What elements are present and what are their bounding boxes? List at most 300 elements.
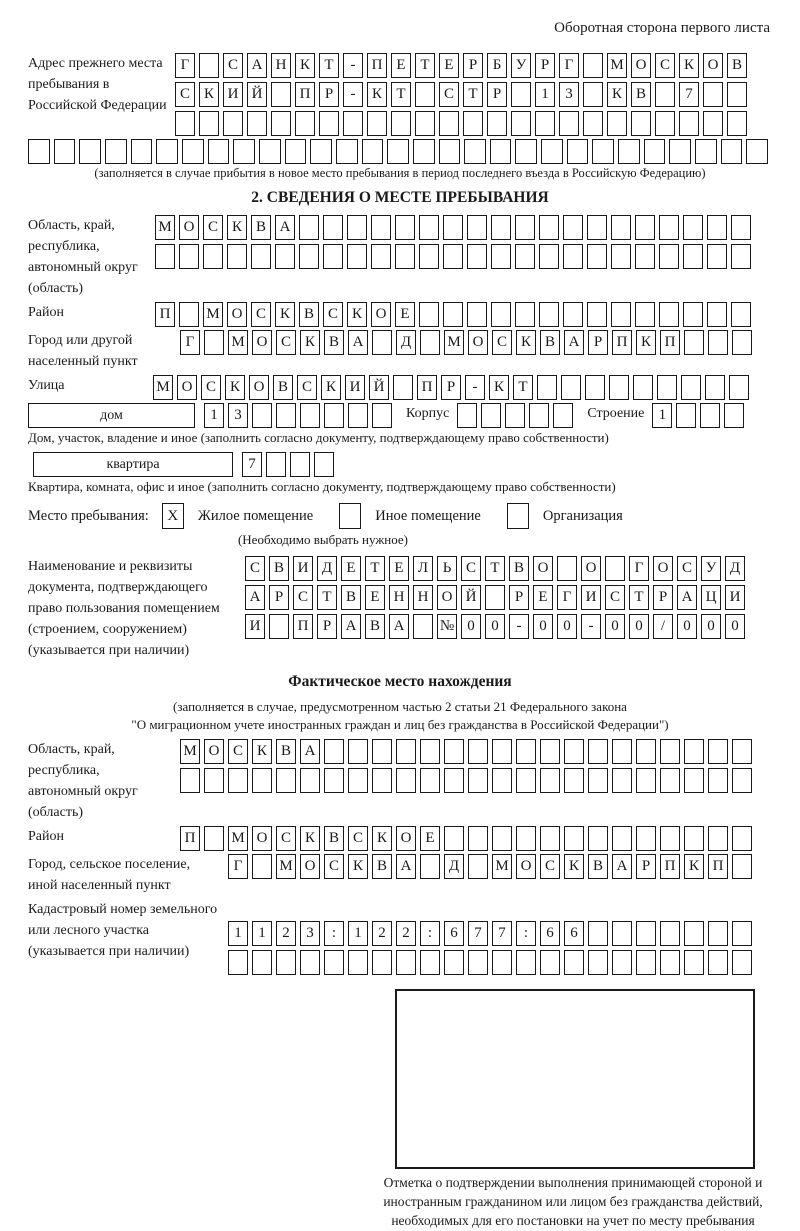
char-cell[interactable] (464, 139, 486, 164)
char-cell[interactable]: В (324, 330, 344, 355)
char-cell[interactable]: П (660, 330, 680, 355)
char-cell[interactable]: - (509, 614, 529, 639)
char-cell[interactable] (724, 403, 744, 428)
char-cell[interactable] (660, 921, 680, 946)
char-cell[interactable] (467, 244, 487, 269)
char-cell[interactable] (396, 768, 416, 793)
char-cell[interactable] (660, 739, 680, 764)
char-cell[interactable]: 2 (276, 921, 296, 946)
char-cell[interactable]: Р (535, 53, 555, 78)
char-cell[interactable]: М (492, 854, 512, 879)
char-cell[interactable]: В (727, 53, 747, 78)
char-cell[interactable]: С (655, 53, 675, 78)
char-cell[interactable]: М (228, 826, 248, 851)
char-cell[interactable] (204, 330, 224, 355)
char-cell[interactable]: А (275, 215, 295, 240)
char-cell[interactable] (393, 375, 413, 400)
char-cell[interactable] (731, 215, 751, 240)
char-cell[interactable] (659, 302, 679, 327)
char-cell[interactable]: А (348, 330, 368, 355)
char-cell[interactable] (721, 139, 743, 164)
char-cell[interactable]: О (516, 854, 536, 879)
char-cell[interactable] (659, 215, 679, 240)
char-cell[interactable] (612, 921, 632, 946)
char-cell[interactable]: - (343, 82, 363, 107)
char-cell[interactable] (684, 826, 704, 851)
char-cell[interactable]: М (180, 739, 200, 764)
char-cell[interactable] (540, 739, 560, 764)
char-cell[interactable] (348, 768, 368, 793)
char-cell[interactable] (732, 826, 752, 851)
char-cell[interactable]: М (155, 215, 175, 240)
char-cell[interactable] (372, 739, 392, 764)
char-cell[interactable] (419, 244, 439, 269)
char-cell[interactable]: 0 (725, 614, 745, 639)
char-cell[interactable] (492, 826, 512, 851)
char-cell[interactable]: 0 (677, 614, 697, 639)
char-cell[interactable] (588, 739, 608, 764)
char-cell[interactable] (612, 950, 632, 975)
char-cell[interactable] (420, 854, 440, 879)
char-cell[interactable]: В (509, 556, 529, 581)
char-cell[interactable] (372, 403, 392, 428)
char-cell[interactable] (372, 330, 392, 355)
char-cell[interactable] (444, 950, 464, 975)
char-cell[interactable] (492, 950, 512, 975)
char-cell[interactable] (583, 82, 603, 107)
char-cell[interactable]: В (631, 82, 651, 107)
char-cell[interactable]: П (295, 82, 315, 107)
char-cell[interactable] (731, 244, 751, 269)
char-cell[interactable] (553, 403, 573, 428)
char-cell[interactable] (684, 950, 704, 975)
char-cell[interactable]: 1 (228, 921, 248, 946)
char-cell[interactable] (396, 739, 416, 764)
char-cell[interactable] (515, 302, 535, 327)
char-cell[interactable]: Д (317, 556, 337, 581)
char-cell[interactable]: 1 (652, 403, 672, 428)
char-cell[interactable]: К (300, 330, 320, 355)
char-cell[interactable] (516, 739, 536, 764)
char-cell[interactable]: Г (228, 854, 248, 879)
char-cell[interactable] (732, 330, 752, 355)
char-cell[interactable] (131, 139, 153, 164)
char-cell[interactable] (588, 950, 608, 975)
char-cell[interactable]: 7 (492, 921, 512, 946)
char-cell[interactable] (732, 854, 752, 879)
char-cell[interactable]: № (437, 614, 457, 639)
char-cell[interactable] (420, 950, 440, 975)
char-cell[interactable]: Т (391, 82, 411, 107)
char-cell[interactable]: Т (415, 53, 435, 78)
char-cell[interactable] (203, 244, 223, 269)
char-cell[interactable] (684, 921, 704, 946)
char-cell[interactable] (387, 139, 409, 164)
char-cell[interactable] (252, 403, 272, 428)
char-cell[interactable] (156, 139, 178, 164)
char-cell[interactable]: С (540, 854, 560, 879)
char-cell[interactable] (310, 139, 332, 164)
char-cell[interactable] (683, 215, 703, 240)
char-cell[interactable] (583, 111, 603, 136)
char-cell[interactable] (228, 950, 248, 975)
char-cell[interactable]: М (203, 302, 223, 327)
char-cell[interactable] (247, 111, 267, 136)
char-cell[interactable]: А (247, 53, 267, 78)
char-cell[interactable] (746, 139, 768, 164)
char-cell[interactable]: Е (389, 556, 409, 581)
char-cell[interactable] (395, 215, 415, 240)
char-cell[interactable] (587, 244, 607, 269)
char-cell[interactable] (588, 768, 608, 793)
char-cell[interactable]: Л (413, 556, 433, 581)
char-cell[interactable]: О (179, 215, 199, 240)
char-cell[interactable] (371, 215, 391, 240)
char-cell[interactable] (563, 302, 583, 327)
char-cell[interactable] (444, 739, 464, 764)
char-cell[interactable] (511, 82, 531, 107)
char-cell[interactable] (583, 53, 603, 78)
house-kind-box[interactable]: дом (28, 403, 195, 428)
checkbox-organization[interactable] (507, 503, 529, 529)
char-cell[interactable] (276, 950, 296, 975)
char-cell[interactable]: О (703, 53, 723, 78)
char-cell[interactable] (208, 139, 230, 164)
char-cell[interactable]: О (252, 330, 272, 355)
char-cell[interactable] (660, 950, 680, 975)
char-cell[interactable] (492, 739, 512, 764)
char-cell[interactable] (567, 139, 589, 164)
char-cell[interactable]: К (516, 330, 536, 355)
char-cell[interactable] (731, 302, 751, 327)
char-cell[interactable]: Р (441, 375, 461, 400)
char-cell[interactable] (300, 768, 320, 793)
char-cell[interactable] (708, 826, 728, 851)
char-cell[interactable]: 7 (242, 452, 262, 477)
char-cell[interactable] (420, 739, 440, 764)
apartment-kind-box[interactable]: квартира (33, 452, 233, 477)
char-cell[interactable] (314, 452, 334, 477)
char-cell[interactable]: 3 (300, 921, 320, 946)
char-cell[interactable]: Е (420, 826, 440, 851)
char-cell[interactable] (540, 768, 560, 793)
char-cell[interactable]: Т (463, 82, 483, 107)
char-cell[interactable]: В (540, 330, 560, 355)
char-cell[interactable] (592, 139, 614, 164)
char-cell[interactable]: А (677, 585, 697, 610)
char-cell[interactable] (443, 302, 463, 327)
char-cell[interactable] (276, 768, 296, 793)
char-cell[interactable]: С (223, 53, 243, 78)
char-cell[interactable]: О (396, 826, 416, 851)
char-cell[interactable] (612, 826, 632, 851)
char-cell[interactable] (633, 375, 653, 400)
char-cell[interactable] (611, 215, 631, 240)
char-cell[interactable] (180, 768, 200, 793)
char-cell[interactable] (612, 739, 632, 764)
char-cell[interactable] (468, 854, 488, 879)
char-cell[interactable]: 7 (468, 921, 488, 946)
char-cell[interactable] (28, 139, 50, 164)
char-cell[interactable] (540, 826, 560, 851)
char-cell[interactable]: С (323, 302, 343, 327)
char-cell[interactable] (182, 139, 204, 164)
char-cell[interactable]: Н (413, 585, 433, 610)
char-cell[interactable] (487, 111, 507, 136)
char-cell[interactable] (588, 826, 608, 851)
char-cell[interactable]: У (511, 53, 531, 78)
char-cell[interactable]: С (175, 82, 195, 107)
char-cell[interactable]: К (295, 53, 315, 78)
char-cell[interactable] (491, 302, 511, 327)
char-cell[interactable] (275, 244, 295, 269)
char-cell[interactable]: П (612, 330, 632, 355)
char-cell[interactable] (516, 826, 536, 851)
char-cell[interactable]: 0 (701, 614, 721, 639)
char-cell[interactable] (636, 950, 656, 975)
char-cell[interactable] (659, 244, 679, 269)
char-cell[interactable] (707, 244, 727, 269)
char-cell[interactable] (684, 330, 704, 355)
char-cell[interactable] (395, 244, 415, 269)
char-cell[interactable]: С (293, 585, 313, 610)
char-cell[interactable] (228, 768, 248, 793)
char-cell[interactable] (300, 403, 320, 428)
char-cell[interactable] (607, 111, 627, 136)
char-cell[interactable] (336, 139, 358, 164)
char-cell[interactable]: К (367, 82, 387, 107)
char-cell[interactable]: В (273, 375, 293, 400)
char-cell[interactable] (609, 375, 629, 400)
char-cell[interactable]: С (348, 826, 368, 851)
char-cell[interactable] (227, 244, 247, 269)
char-cell[interactable]: С (276, 826, 296, 851)
char-cell[interactable]: Д (725, 556, 745, 581)
char-cell[interactable] (516, 768, 536, 793)
char-cell[interactable]: И (725, 585, 745, 610)
char-cell[interactable] (491, 215, 511, 240)
char-cell[interactable]: Р (588, 330, 608, 355)
char-cell[interactable]: Р (636, 854, 656, 879)
char-cell[interactable] (515, 139, 537, 164)
char-cell[interactable]: Н (271, 53, 291, 78)
char-cell[interactable]: Й (369, 375, 389, 400)
char-cell[interactable] (705, 375, 725, 400)
checkbox-other-premises[interactable] (339, 503, 361, 529)
char-cell[interactable] (323, 244, 343, 269)
char-cell[interactable] (703, 82, 723, 107)
char-cell[interactable] (259, 139, 281, 164)
char-cell[interactable]: К (679, 53, 699, 78)
char-cell[interactable]: П (180, 826, 200, 851)
char-cell[interactable]: Т (317, 585, 337, 610)
char-cell[interactable] (635, 302, 655, 327)
char-cell[interactable] (729, 375, 749, 400)
char-cell[interactable]: Г (559, 53, 579, 78)
char-cell[interactable] (537, 375, 557, 400)
char-cell[interactable]: 1 (535, 82, 555, 107)
char-cell[interactable]: 1 (348, 921, 368, 946)
char-cell[interactable] (563, 244, 583, 269)
char-cell[interactable]: 0 (557, 614, 577, 639)
char-cell[interactable] (105, 139, 127, 164)
char-cell[interactable]: 0 (485, 614, 505, 639)
char-cell[interactable] (420, 768, 440, 793)
char-cell[interactable] (516, 950, 536, 975)
char-cell[interactable]: В (251, 215, 271, 240)
char-cell[interactable] (561, 375, 581, 400)
char-cell[interactable] (683, 302, 703, 327)
char-cell[interactable]: С (276, 330, 296, 355)
char-cell[interactable]: : (420, 921, 440, 946)
char-cell[interactable] (175, 111, 195, 136)
char-cell[interactable] (223, 111, 243, 136)
char-cell[interactable] (515, 215, 535, 240)
char-cell[interactable]: Г (629, 556, 649, 581)
char-cell[interactable] (708, 950, 728, 975)
char-cell[interactable]: : (516, 921, 536, 946)
char-cell[interactable] (636, 768, 656, 793)
char-cell[interactable]: О (371, 302, 391, 327)
char-cell[interactable] (468, 739, 488, 764)
char-cell[interactable] (490, 139, 512, 164)
char-cell[interactable]: О (468, 330, 488, 355)
char-cell[interactable]: П (708, 854, 728, 879)
char-cell[interactable] (199, 53, 219, 78)
char-cell[interactable]: С (605, 585, 625, 610)
char-cell[interactable] (660, 768, 680, 793)
char-cell[interactable] (636, 921, 656, 946)
char-cell[interactable] (732, 768, 752, 793)
char-cell[interactable]: Т (629, 585, 649, 610)
char-cell[interactable] (708, 768, 728, 793)
char-cell[interactable] (563, 215, 583, 240)
char-cell[interactable] (251, 244, 271, 269)
char-cell[interactable]: - (343, 53, 363, 78)
char-cell[interactable]: Е (391, 53, 411, 78)
char-cell[interactable] (199, 111, 219, 136)
char-cell[interactable] (155, 244, 175, 269)
char-cell[interactable] (299, 215, 319, 240)
char-cell[interactable] (348, 403, 368, 428)
char-cell[interactable] (612, 768, 632, 793)
char-cell[interactable] (347, 244, 367, 269)
char-cell[interactable]: Т (485, 556, 505, 581)
char-cell[interactable] (585, 375, 605, 400)
char-cell[interactable]: П (155, 302, 175, 327)
char-cell[interactable]: В (588, 854, 608, 879)
char-cell[interactable]: К (564, 854, 584, 879)
char-cell[interactable] (204, 768, 224, 793)
char-cell[interactable] (413, 139, 435, 164)
char-cell[interactable] (324, 768, 344, 793)
char-cell[interactable] (564, 950, 584, 975)
char-cell[interactable]: О (249, 375, 269, 400)
char-cell[interactable]: В (341, 585, 361, 610)
char-cell[interactable]: М (276, 854, 296, 879)
char-cell[interactable]: П (367, 53, 387, 78)
char-cell[interactable] (348, 739, 368, 764)
char-cell[interactable]: 0 (629, 614, 649, 639)
char-cell[interactable] (605, 556, 625, 581)
char-cell[interactable]: К (227, 215, 247, 240)
char-cell[interactable] (362, 139, 384, 164)
char-cell[interactable] (443, 244, 463, 269)
char-cell[interactable] (611, 244, 631, 269)
char-cell[interactable]: К (321, 375, 341, 400)
char-cell[interactable]: П (293, 614, 313, 639)
char-cell[interactable] (443, 215, 463, 240)
char-cell[interactable]: Т (365, 556, 385, 581)
char-cell[interactable] (587, 215, 607, 240)
char-cell[interactable]: М (153, 375, 173, 400)
char-cell[interactable]: А (564, 330, 584, 355)
char-cell[interactable]: 0 (605, 614, 625, 639)
char-cell[interactable]: О (533, 556, 553, 581)
char-cell[interactable] (233, 139, 255, 164)
char-cell[interactable]: А (612, 854, 632, 879)
char-cell[interactable]: 6 (564, 921, 584, 946)
char-cell[interactable] (557, 556, 577, 581)
char-cell[interactable]: Д (396, 330, 416, 355)
char-cell[interactable]: С (461, 556, 481, 581)
char-cell[interactable]: Е (395, 302, 415, 327)
char-cell[interactable]: Ц (701, 585, 721, 610)
char-cell[interactable]: У (701, 556, 721, 581)
char-cell[interactable]: Г (175, 53, 195, 78)
char-cell[interactable]: В (269, 556, 289, 581)
char-cell[interactable] (372, 950, 392, 975)
char-cell[interactable] (635, 244, 655, 269)
char-cell[interactable] (439, 111, 459, 136)
char-cell[interactable]: / (653, 614, 673, 639)
char-cell[interactable] (695, 139, 717, 164)
char-cell[interactable]: С (439, 82, 459, 107)
char-cell[interactable] (204, 826, 224, 851)
char-cell[interactable]: О (631, 53, 651, 78)
char-cell[interactable] (367, 111, 387, 136)
char-cell[interactable]: И (245, 614, 265, 639)
char-cell[interactable] (636, 739, 656, 764)
char-cell[interactable]: Р (509, 585, 529, 610)
char-cell[interactable] (179, 244, 199, 269)
char-cell[interactable] (468, 950, 488, 975)
char-cell[interactable] (505, 403, 525, 428)
char-cell[interactable] (290, 452, 310, 477)
char-cell[interactable] (644, 139, 666, 164)
char-cell[interactable]: В (365, 614, 385, 639)
char-cell[interactable]: Е (341, 556, 361, 581)
char-cell[interactable] (564, 826, 584, 851)
char-cell[interactable] (727, 111, 747, 136)
char-cell[interactable] (491, 244, 511, 269)
char-cell[interactable] (708, 330, 728, 355)
char-cell[interactable] (444, 826, 464, 851)
char-cell[interactable] (539, 244, 559, 269)
char-cell[interactable] (681, 375, 701, 400)
char-cell[interactable] (727, 82, 747, 107)
char-cell[interactable] (492, 768, 512, 793)
char-cell[interactable]: 1 (252, 921, 272, 946)
char-cell[interactable] (683, 244, 703, 269)
char-cell[interactable]: Р (487, 82, 507, 107)
char-cell[interactable] (372, 768, 392, 793)
char-cell[interactable]: К (275, 302, 295, 327)
char-cell[interactable]: 3 (228, 403, 248, 428)
char-cell[interactable] (463, 111, 483, 136)
char-cell[interactable]: Е (533, 585, 553, 610)
char-cell[interactable] (413, 614, 433, 639)
